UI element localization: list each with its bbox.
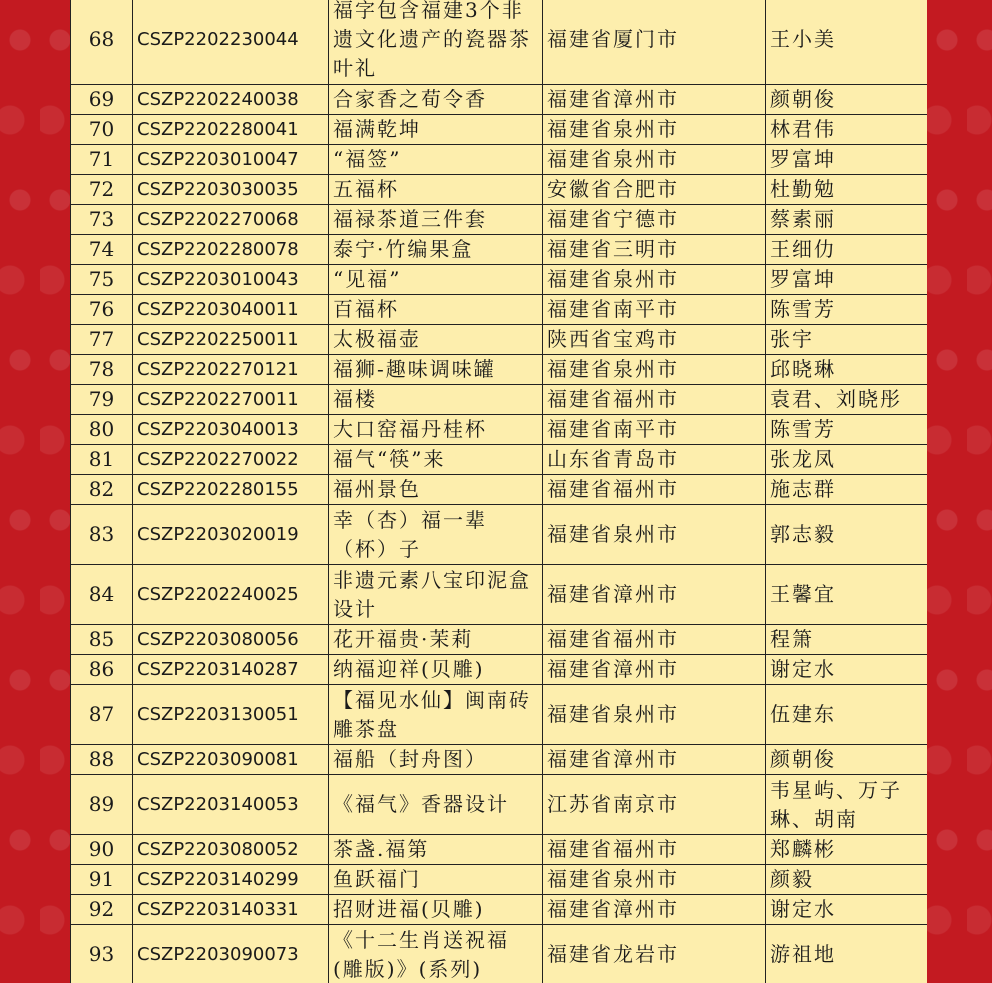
entry-code: CSZP2203080052 <box>133 835 329 865</box>
row-number: 70 <box>71 115 133 145</box>
author: 王馨宜 <box>766 565 928 625</box>
entry-code: CSZP2203030035 <box>133 175 329 205</box>
author: 王小美 <box>766 0 928 85</box>
work-name: 福气“筷”来 <box>329 445 543 475</box>
row-number: 82 <box>71 475 133 505</box>
entry-code: CSZP2203140331 <box>133 895 329 925</box>
work-name: 大口窑福丹桂杯 <box>329 415 543 445</box>
entry-code: CSZP2202240025 <box>133 565 329 625</box>
region: 安徽省合肥市 <box>543 175 766 205</box>
table-row <box>71 745 928 775</box>
table-row <box>71 325 928 355</box>
entry-code: CSZP2203090081 <box>133 745 329 775</box>
author: 程箫 <box>766 625 928 655</box>
region: 福建省漳州市 <box>543 85 766 115</box>
row-number: 77 <box>71 325 133 355</box>
row-number: 68 <box>71 0 133 85</box>
table-row <box>71 445 928 475</box>
work-name: 鱼跃福门 <box>329 865 543 895</box>
table-row <box>71 685 928 745</box>
table-row <box>71 145 928 175</box>
author: 林君伟 <box>766 115 928 145</box>
work-name: 福狮-趣味调味罐 <box>329 355 543 385</box>
region: 福建省宁德市 <box>543 205 766 235</box>
entry-code: CSZP2202270068 <box>133 205 329 235</box>
work-name: 招财进福(贝雕) <box>329 895 543 925</box>
author: 游祖地 <box>766 925 928 983</box>
row-number: 72 <box>71 175 133 205</box>
region: 福建省福州市 <box>543 385 766 415</box>
row-number: 76 <box>71 295 133 325</box>
work-name: 非遗元素八宝印泥盒设计 <box>329 565 543 625</box>
table-row <box>71 505 928 565</box>
work-name: 茶盏.福第 <box>329 835 543 865</box>
row-number: 74 <box>71 235 133 265</box>
entry-code: CSZP2202250011 <box>133 325 329 355</box>
region: 福建省福州市 <box>543 835 766 865</box>
region: 福建省南平市 <box>543 415 766 445</box>
work-name: “福签” <box>329 145 543 175</box>
entry-code: CSZP2202270011 <box>133 385 329 415</box>
row-number: 91 <box>71 865 133 895</box>
entry-code: CSZP2202280078 <box>133 235 329 265</box>
entry-code: CSZP2203010043 <box>133 265 329 295</box>
table-row <box>71 625 928 655</box>
author: 杜勤勉 <box>766 175 928 205</box>
author: 伍建东 <box>766 685 928 745</box>
work-name: 《福气》香器设计 <box>329 775 543 835</box>
row-number: 86 <box>71 655 133 685</box>
author: 张宇 <box>766 325 928 355</box>
region: 福建省泉州市 <box>543 115 766 145</box>
work-name: 五福杯 <box>329 175 543 205</box>
row-number: 88 <box>71 745 133 775</box>
author: 袁君、刘晓彤 <box>766 385 928 415</box>
table-row <box>71 565 928 625</box>
author: 谢定水 <box>766 655 928 685</box>
table-row <box>71 655 928 685</box>
row-number: 80 <box>71 415 133 445</box>
work-name: 百福杯 <box>329 295 543 325</box>
table-row <box>71 265 928 295</box>
region: 福建省南平市 <box>543 295 766 325</box>
region: 福建省泉州市 <box>543 865 766 895</box>
author: 蔡素丽 <box>766 205 928 235</box>
region: 福建省泉州市 <box>543 505 766 565</box>
author: 罗富坤 <box>766 145 928 175</box>
region: 福建省泉州市 <box>543 265 766 295</box>
award-list-table <box>70 0 927 983</box>
author: 颜朝俊 <box>766 745 928 775</box>
row-number: 81 <box>71 445 133 475</box>
row-number: 84 <box>71 565 133 625</box>
work-name: 福船（封舟图） <box>329 745 543 775</box>
row-number: 69 <box>71 85 133 115</box>
work-name: 幸（杏）福一辈（杯）子 <box>329 505 543 565</box>
author: 郑麟彬 <box>766 835 928 865</box>
region: 福建省漳州市 <box>543 565 766 625</box>
entry-code: CSZP2203130051 <box>133 685 329 745</box>
row-number: 71 <box>71 145 133 175</box>
entry-code: CSZP2203090073 <box>133 925 329 983</box>
entry-code: CSZP2203010047 <box>133 145 329 175</box>
region: 福建省泉州市 <box>543 355 766 385</box>
region: 福建省三明市 <box>543 235 766 265</box>
entry-code: CSZP2203040013 <box>133 415 329 445</box>
author: 罗富坤 <box>766 265 928 295</box>
entry-code: CSZP2203140299 <box>133 865 329 895</box>
region: 福建省泉州市 <box>543 145 766 175</box>
author: 韦星屿、万子琳、胡南 <box>766 775 928 835</box>
author: 郭志毅 <box>766 505 928 565</box>
entry-code: CSZP2202230044 <box>133 0 329 85</box>
work-name: 福字包含福建3个非遗文化遗产的瓷器茶叶礼 <box>329 0 543 85</box>
table-row <box>71 205 928 235</box>
row-number: 73 <box>71 205 133 235</box>
row-number: 93 <box>71 925 133 983</box>
work-name: 纳福迎祥(贝雕) <box>329 655 543 685</box>
author: 谢定水 <box>766 895 928 925</box>
work-name: 花开福贵·茉莉 <box>329 625 543 655</box>
table-row <box>71 895 928 925</box>
table-row <box>71 925 928 983</box>
author: 施志群 <box>766 475 928 505</box>
row-number: 83 <box>71 505 133 565</box>
work-name: 太极福壶 <box>329 325 543 355</box>
entry-code: CSZP2202280155 <box>133 475 329 505</box>
entry-code: CSZP2202240038 <box>133 85 329 115</box>
author: 颜毅 <box>766 865 928 895</box>
region: 福建省福州市 <box>543 475 766 505</box>
row-number: 89 <box>71 775 133 835</box>
row-number: 85 <box>71 625 133 655</box>
entry-code: CSZP2202270022 <box>133 445 329 475</box>
entry-code: CSZP2203080056 <box>133 625 329 655</box>
region: 江苏省南京市 <box>543 775 766 835</box>
row-number: 75 <box>71 265 133 295</box>
region: 福建省漳州市 <box>543 745 766 775</box>
region: 福建省福州市 <box>543 625 766 655</box>
entry-code: CSZP2202270121 <box>133 355 329 385</box>
row-number: 87 <box>71 685 133 745</box>
table-row <box>71 385 928 415</box>
author: 陈雪芳 <box>766 415 928 445</box>
region: 福建省漳州市 <box>543 895 766 925</box>
table-row <box>71 415 928 445</box>
region: 山东省青岛市 <box>543 445 766 475</box>
region: 福建省厦门市 <box>543 0 766 85</box>
row-number: 92 <box>71 895 133 925</box>
work-name: 泰宁·竹编果盒 <box>329 235 543 265</box>
work-name: 《十二生肖送祝福(雕版)》(系列) <box>329 925 543 983</box>
table-row <box>71 0 928 85</box>
work-name: 福禄茶道三件套 <box>329 205 543 235</box>
region: 福建省漳州市 <box>543 655 766 685</box>
author: 邱晓琳 <box>766 355 928 385</box>
region: 福建省龙岩市 <box>543 925 766 983</box>
work-name: 合家香之荀令香 <box>329 85 543 115</box>
entry-code: CSZP2203040011 <box>133 295 329 325</box>
table-row <box>71 355 928 385</box>
entry-code: CSZP2203020019 <box>133 505 329 565</box>
row-number: 78 <box>71 355 133 385</box>
row-number: 79 <box>71 385 133 415</box>
table-row <box>71 235 928 265</box>
decorative-border-left <box>0 0 70 983</box>
work-name: “见福” <box>329 265 543 295</box>
table-row <box>71 115 928 145</box>
author: 颜朝俊 <box>766 85 928 115</box>
work-name: 福楼 <box>329 385 543 415</box>
table-row <box>71 475 928 505</box>
author: 王细仂 <box>766 235 928 265</box>
work-name: 福州景色 <box>329 475 543 505</box>
table-row <box>71 85 928 115</box>
region: 陕西省宝鸡市 <box>543 325 766 355</box>
region: 福建省泉州市 <box>543 685 766 745</box>
decorative-border-right <box>927 0 992 983</box>
author: 陈雪芳 <box>766 295 928 325</box>
entry-code: CSZP2203140053 <box>133 775 329 835</box>
entry-code: CSZP2203140287 <box>133 655 329 685</box>
entry-code: CSZP2202280041 <box>133 115 329 145</box>
table-row <box>71 865 928 895</box>
work-name: 福满乾坤 <box>329 115 543 145</box>
table-row <box>71 295 928 325</box>
author: 张龙凤 <box>766 445 928 475</box>
work-name: 【福见水仙】闽南砖雕茶盘 <box>329 685 543 745</box>
table-row <box>71 175 928 205</box>
table-row <box>71 835 928 865</box>
row-number: 90 <box>71 835 133 865</box>
table-row <box>71 775 928 835</box>
